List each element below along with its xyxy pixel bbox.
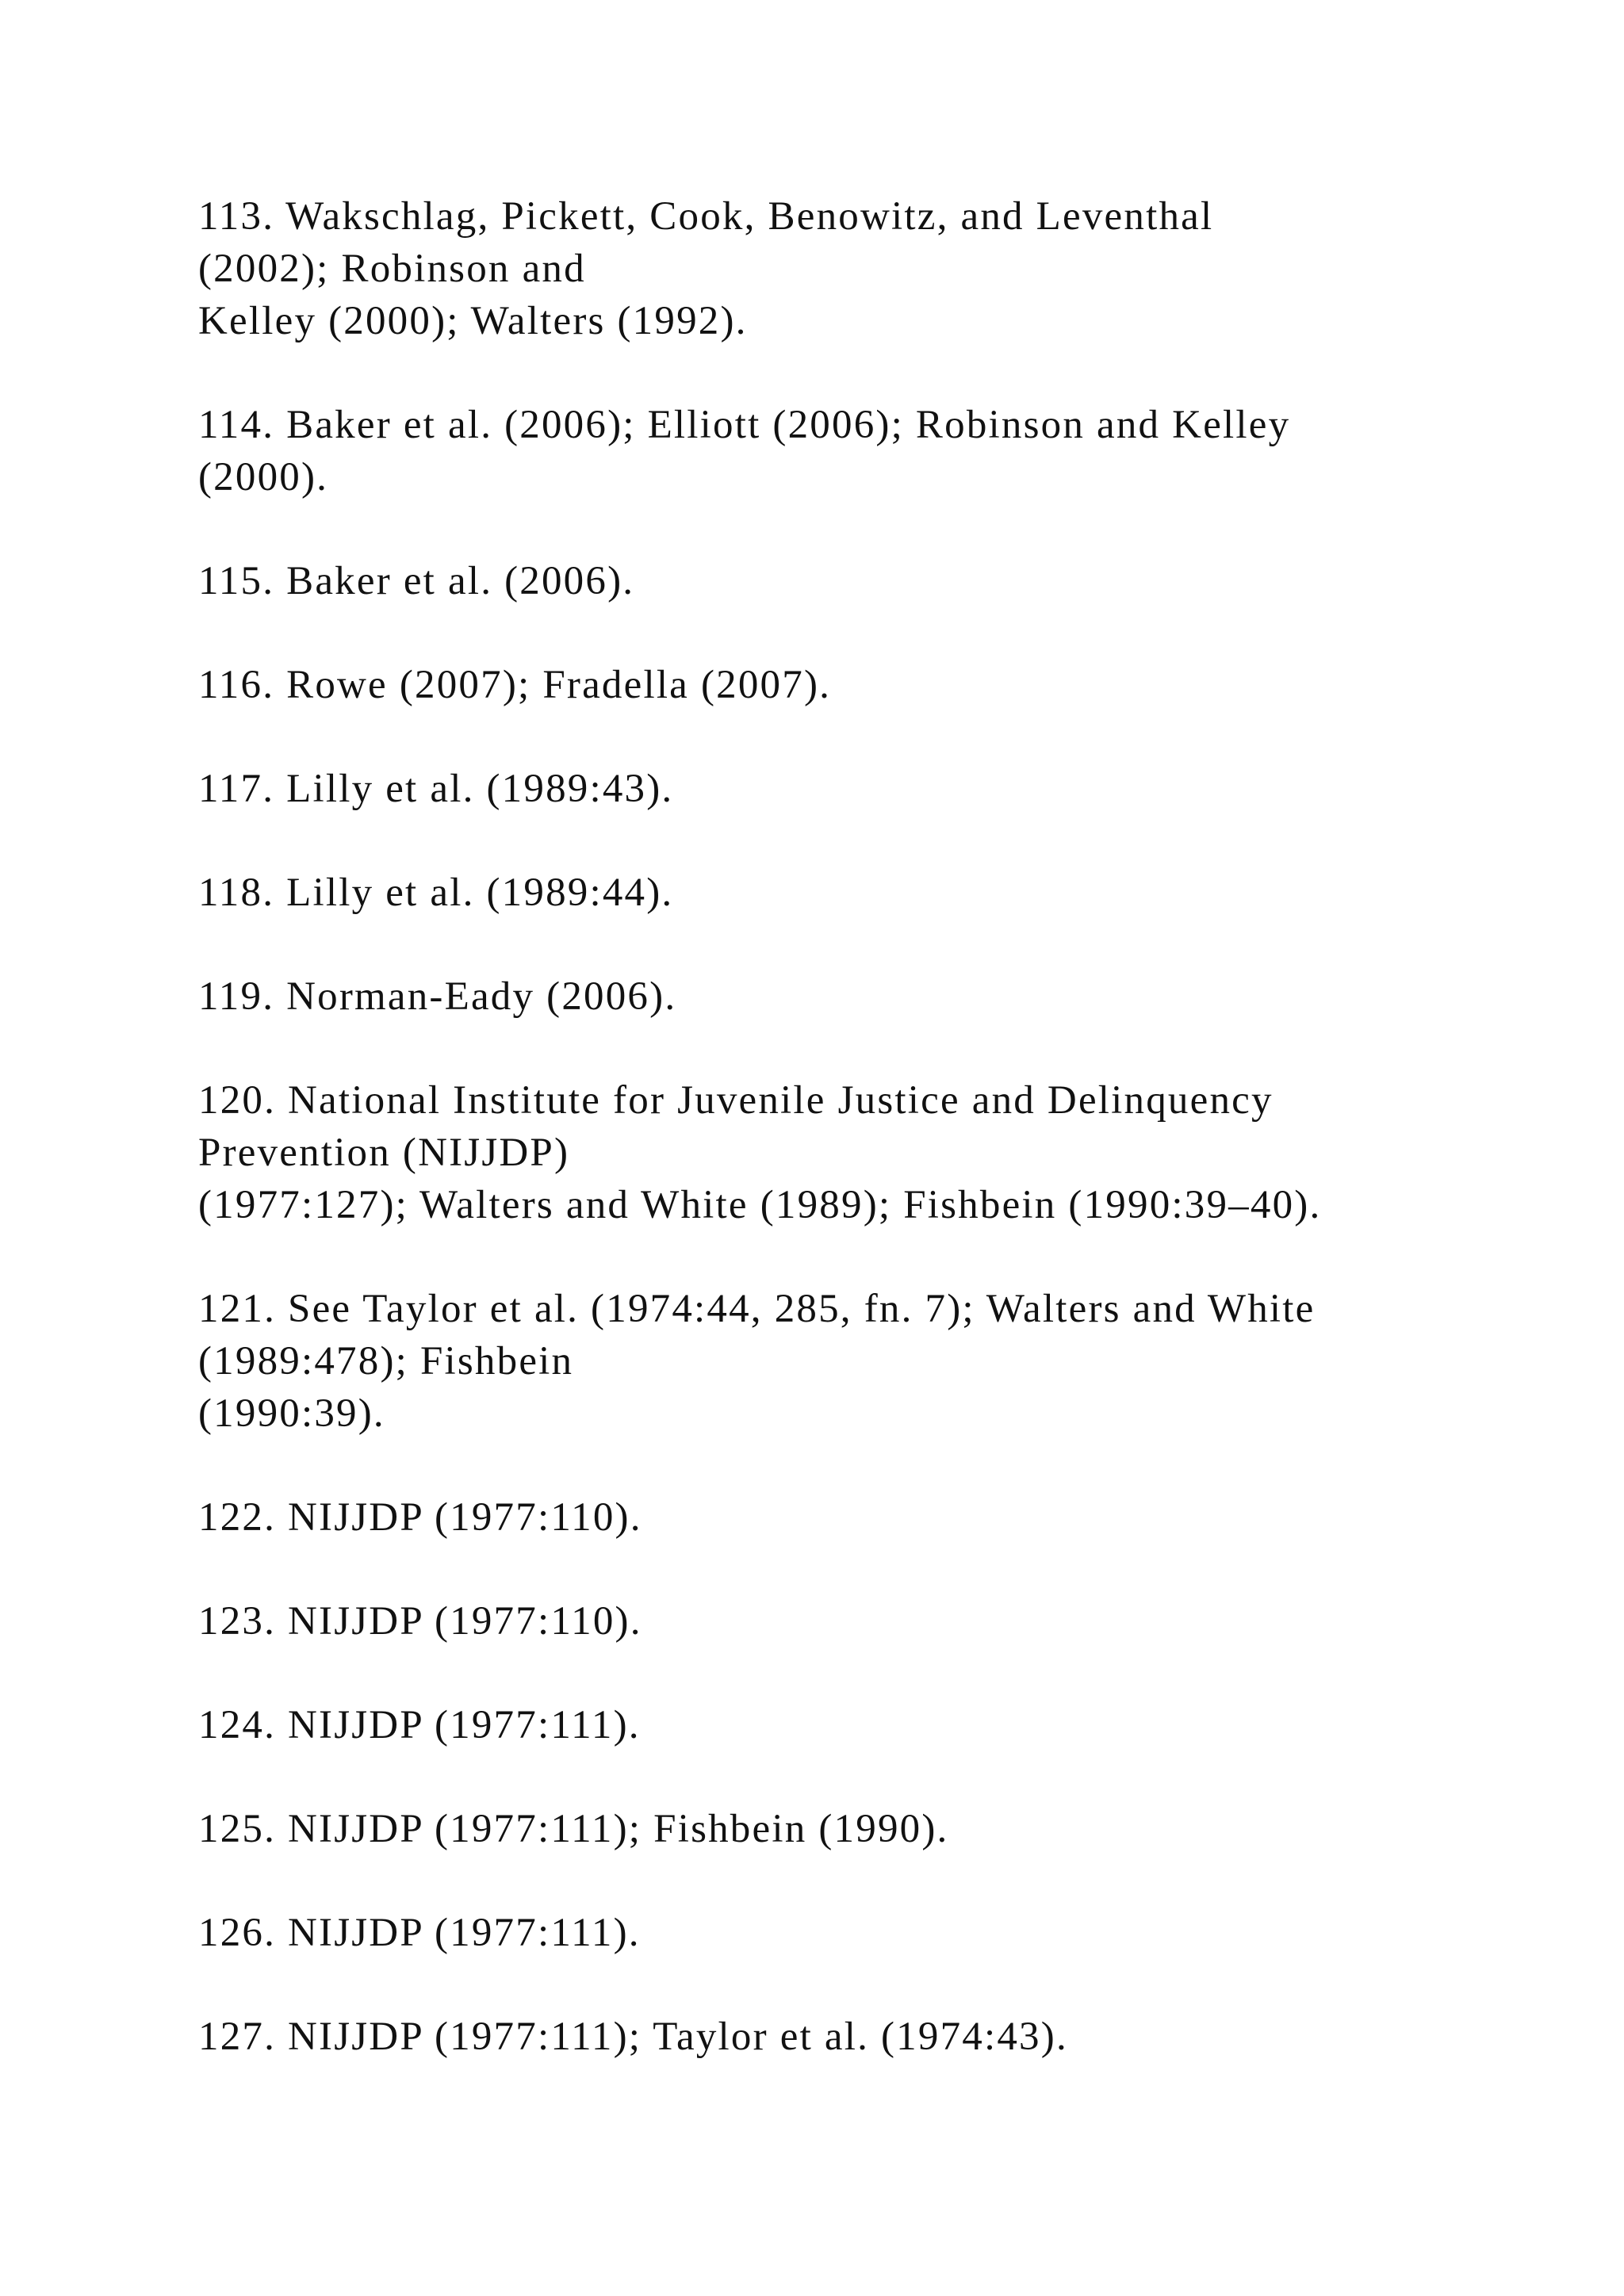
endnote-119 bbox=[198, 970, 1562, 1023]
endnote-line: 115. Baker et al. (2006). bbox=[198, 559, 635, 603]
endnote-125 bbox=[198, 1803, 1562, 1855]
endnote-line: (1990:39). bbox=[198, 1391, 385, 1436]
endnote-line: (1977:127); Walters and White (1989); Fishbein (1990:39–40). bbox=[198, 1183, 1322, 1227]
endnote-116 bbox=[198, 659, 1562, 711]
endnote-line: 123. NIJJDP (1977:110). bbox=[198, 1599, 642, 1644]
endnote-line: 118. Lilly et al. (1989:44). bbox=[198, 871, 674, 915]
endnote-line: 116. Rowe (2007); Fradella (2007). bbox=[198, 663, 832, 707]
endnote-line: Prevention (NIJJDP) bbox=[198, 1131, 570, 1175]
endnote-121 bbox=[198, 1283, 1562, 1440]
endnote-line: 121. See Taylor et al. (1974:44, 285, fn. 7); Walters and White bbox=[198, 1287, 1316, 1331]
endnote-line: 120. National Institute for Juvenile Justice and Delinquency bbox=[198, 1078, 1274, 1123]
endnote-115 bbox=[198, 555, 1562, 607]
endnote-line: 126. NIJJDP (1977:111). bbox=[198, 1911, 641, 1955]
endnote-117 bbox=[198, 763, 1562, 815]
endnote-line: 114. Baker et al. (2006); Elliott (2006); Robinson and Kelley bbox=[198, 403, 1291, 447]
endnote-127 bbox=[198, 2011, 1562, 2063]
endnote-120 bbox=[198, 1074, 1562, 1231]
endnote-line: 125. NIJJDP (1977:111); Fishbein (1990). bbox=[198, 1807, 949, 1851]
endnote-113 bbox=[198, 190, 1562, 347]
endnote-126 bbox=[198, 1907, 1562, 1959]
endnote-114 bbox=[198, 399, 1562, 503]
endnote-122 bbox=[198, 1491, 1562, 1544]
endnote-line: 119. Norman-Eady (2006). bbox=[198, 974, 677, 1019]
endnote-line: 124. NIJJDP (1977:111). bbox=[198, 1703, 641, 1747]
endnote-line: Kelley (2000); Walters (1992). bbox=[198, 299, 748, 343]
endnote-118 bbox=[198, 867, 1562, 919]
endnote-line: 127. NIJJDP (1977:111); Taylor et al. (1974:43). bbox=[198, 2015, 1068, 2059]
endnote-line: (1989:478); Fishbein bbox=[198, 1339, 574, 1383]
endnote-123 bbox=[198, 1595, 1562, 1647]
endnote-line: 122. NIJJDP (1977:110). bbox=[198, 1495, 642, 1540]
endnote-line: (2002); Robinson and bbox=[198, 247, 586, 291]
endnote-line: 113. Wakschlag, Pickett, Cook, Benowitz, and Leventhal bbox=[198, 194, 1214, 239]
endnote-line: 117. Lilly et al. (1989:43). bbox=[198, 767, 674, 811]
endnote-124 bbox=[198, 1699, 1562, 1751]
endnotes-list bbox=[198, 190, 1562, 2114]
endnote-line: (2000). bbox=[198, 455, 329, 499]
